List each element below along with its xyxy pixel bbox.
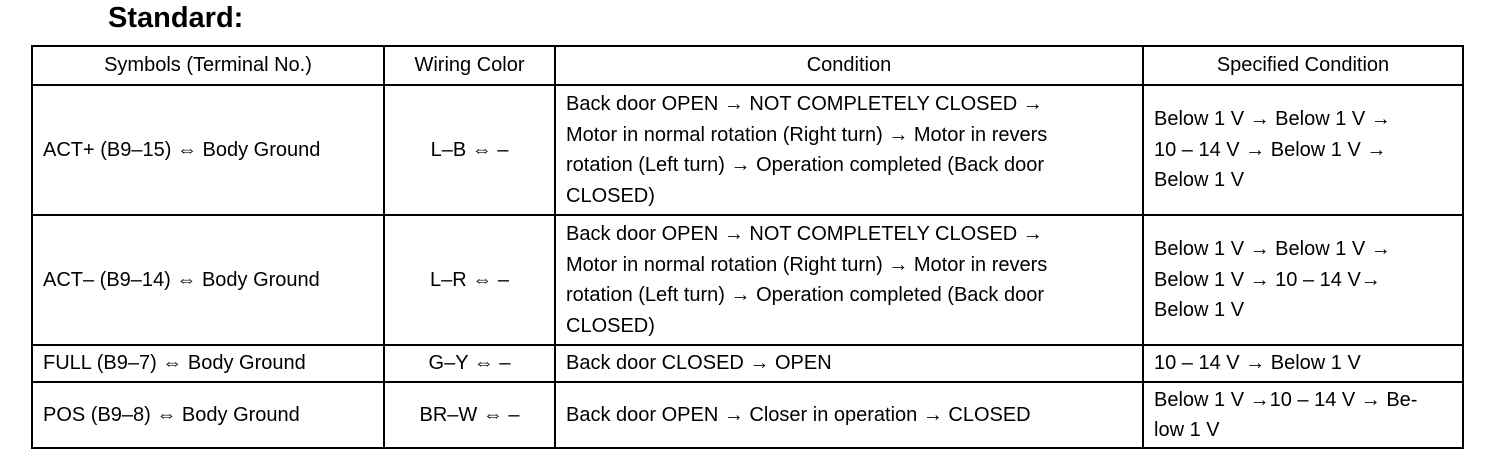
specified-line: Below 1 V (1154, 169, 1245, 192)
header-symbols: Symbols (Terminal No.) (32, 46, 384, 85)
condition-line: Back door OPEN → NOT COMPLETELY CLOSED → (566, 223, 1043, 245)
condition-line: Motor in normal rotation (Right turn) → Motor in revers (566, 123, 1048, 146)
table-row (32, 85, 1463, 215)
header-specified-condition: Specified Condition (1143, 46, 1463, 85)
specified-line: Below 1 V (1154, 299, 1245, 322)
condition-line: Back door CLOSED → OPEN (566, 352, 832, 375)
specified-condition-cell (1143, 382, 1463, 448)
symbol-cell: ACT+ (B9–15) ⇔ Body Ground (32, 85, 384, 215)
header-condition: Condition (555, 46, 1143, 85)
specified-condition-cell (1143, 215, 1463, 345)
condition-line: Back door OPEN → Closer in operation → CLOSED (566, 403, 1031, 426)
table-row (32, 382, 1463, 448)
condition-line: CLOSED) (566, 184, 655, 207)
section-heading: Standard: (108, 2, 244, 34)
header-wiring-color: Wiring Color (384, 46, 555, 85)
condition-line: Motor in normal rotation (Right turn) → Motor in revers (566, 253, 1048, 276)
specified-line: Below 1 V → 10 – 14 V→ (1154, 268, 1381, 291)
symbol-cell: POS (B9–8) ⇔ Body Ground (32, 382, 384, 448)
specified-condition-cell (1143, 345, 1463, 382)
wiring-color-cell: BR–W ⇔ – (384, 382, 555, 448)
condition-cell (555, 215, 1143, 345)
symbol-cell: ACT– (B9–14) ⇔ Body Ground (32, 215, 384, 345)
wiring-color-cell: L–B ⇔ – (384, 85, 555, 215)
condition-cell (555, 85, 1143, 215)
table-row (32, 345, 1463, 382)
condition-line: rotation (Left turn) → Operation completed (Back door (566, 154, 1045, 176)
specified-line: Below 1 V → Below 1 V → (1154, 108, 1391, 131)
symbol-cell: FULL (B9–7) ⇔ Body Ground (32, 345, 384, 382)
wiring-color-cell: G–Y ⇔ – (384, 345, 555, 382)
condition-line: rotation (Left turn) → Operation completed (Back door (566, 284, 1045, 306)
condition-cell (555, 345, 1143, 382)
condition-line: Back door OPEN → NOT COMPLETELY CLOSED → (566, 93, 1043, 115)
wiring-color-cell: L–R ⇔ – (384, 215, 555, 345)
specified-condition-cell (1143, 85, 1463, 215)
specified-line: Below 1 V →10 – 14 V → Be- (1154, 388, 1418, 411)
inspection-table (31, 45, 1464, 449)
condition-cell (555, 382, 1143, 448)
specified-line: 10 – 14 V → Below 1 V (1154, 352, 1361, 375)
specified-line: low 1 V (1154, 419, 1220, 441)
table-header-row (32, 46, 1463, 85)
table-row (32, 215, 1463, 345)
specified-line: 10 – 14 V → Below 1 V → (1154, 138, 1387, 161)
condition-line: CLOSED) (566, 314, 655, 337)
specified-line: Below 1 V → Below 1 V → (1154, 238, 1391, 261)
